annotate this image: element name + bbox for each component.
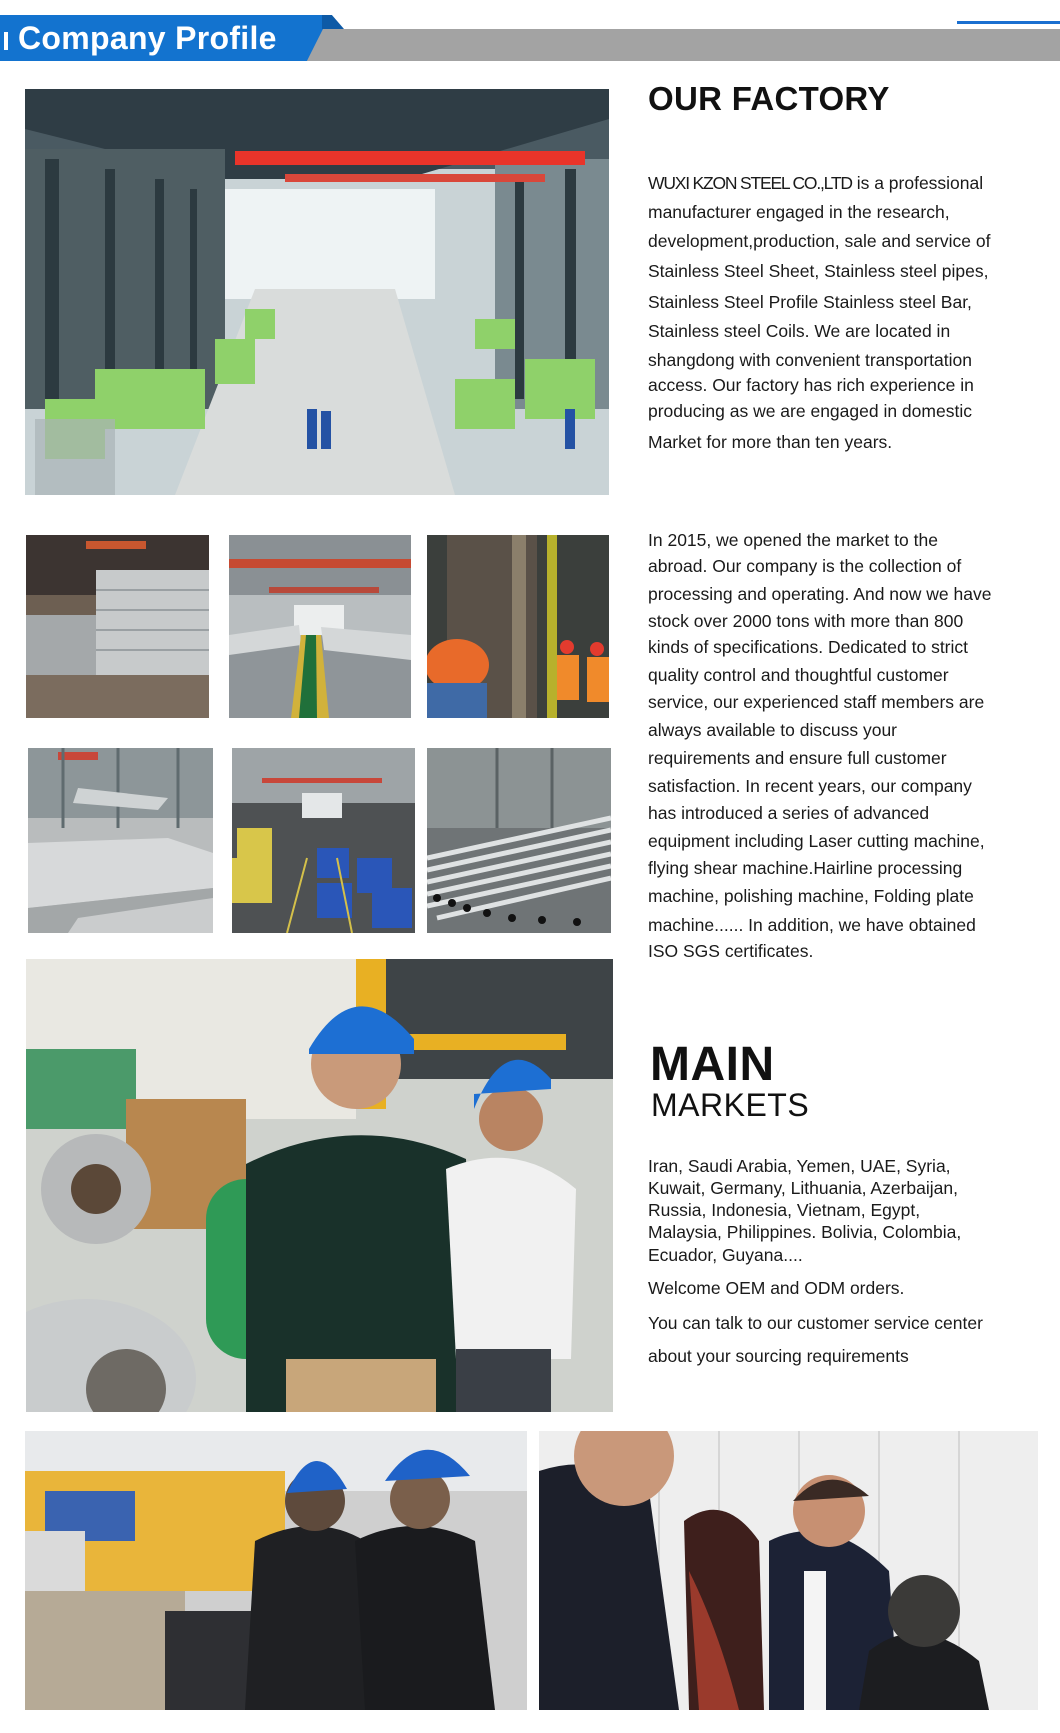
photo-steel-coils [232, 748, 415, 933]
history-line-12: equipment including Laser cutting machine, [648, 831, 985, 851]
factory-line-1: WUXI KZON STEEL CO.,LTD is a professional [648, 173, 984, 193]
countries-line-5: Ecuador, Guyana.... [648, 1245, 803, 1265]
history-line-5: kinds of specifications. Dedicated to strict [648, 637, 969, 657]
history-line-2: abroad. Our company is the collection of [648, 556, 962, 576]
factory-line-5: Stainless Steel Profile Stainless steel Bar, [648, 292, 972, 312]
history-line-15: machine...... In addition, we have obtained [648, 915, 976, 935]
photo-workers-machine [427, 535, 609, 718]
header-accent-rule [957, 21, 1060, 24]
history-line-6: quality control and thoughtful customer [648, 665, 949, 685]
countries-line-2: Kuwait, Germany, Lithuania, Azerbaijan, [648, 1178, 958, 1198]
history-line-8: always available to discuss your [648, 720, 898, 740]
history-line-13: flying shear machine.Hairline processing [648, 858, 963, 878]
countries-line-4: Malaysia, Philippines. Bolivia, Colombia, [648, 1222, 962, 1242]
company-name: WUXI KZON STEEL CO.,LTD [648, 173, 852, 193]
photo-factory-floor [25, 89, 609, 495]
history-line-3: processing and operating. And now we have [648, 584, 992, 604]
heading-our-factory: OUR FACTORY [648, 80, 890, 117]
page-title [4, 18, 277, 58]
history-line-1: In 2015, we opened the market to the [648, 530, 938, 550]
title-bar-icon [4, 32, 8, 50]
history-line-16: ISO SGS certificates. [648, 941, 814, 961]
factory-line-3: development,production, sale and service of [648, 231, 991, 251]
oem-line: Welcome OEM and ODM orders. [648, 1278, 905, 1298]
header-banner-fold [322, 15, 344, 29]
photo-steel-pipes [427, 748, 611, 933]
photo-steel-sheets-warehouse [229, 535, 411, 718]
factory-line-4: Stainless Steel Sheet, Stainless steel pipes, [648, 261, 989, 281]
photo-steel-profiles [26, 535, 209, 718]
factory-line-7: shangdong with convenient transportation [648, 350, 972, 370]
photo-customers-visit [26, 959, 613, 1412]
factory-line-6: Stainless steel Coils. We are located in [648, 321, 951, 341]
countries-line-3: Russia, Indonesia, Vietnam, Egypt, [648, 1200, 921, 1220]
countries-line-1: Iran, Saudi Arabia, Yemen, UAE, Syria, [648, 1156, 951, 1176]
photo-customers-meeting [539, 1431, 1038, 1710]
history-line-10: satisfaction. In recent years, our company [648, 776, 972, 796]
photo-customers-machine [25, 1431, 527, 1710]
history-line-4: stock over 2000 tons with more than 800 [648, 611, 964, 631]
heading-markets: MARKETS [651, 1087, 810, 1123]
history-line-14: machine, polishing machine, Folding plate [648, 886, 974, 906]
page-title-text: Company Profile [18, 20, 277, 56]
header-gray-band [300, 29, 1060, 61]
heading-main: MAIN [650, 1038, 775, 1091]
factory-line-8: access. Our factory has rich experience in [648, 375, 974, 395]
history-line-11: has introduced a series of advanced [648, 803, 930, 823]
factory-line-9: producing as we are engaged in domestic [648, 401, 972, 421]
factory-line-2: manufacturer engaged in the research, [648, 202, 950, 222]
photo-steel-plates [28, 748, 213, 933]
history-line-9: requirements and ensure full customer [648, 748, 947, 768]
history-line-7: service, our experienced staff members are [648, 692, 985, 712]
contact-line-1: You can talk to our customer service center [648, 1313, 983, 1333]
contact-line-2: about your sourcing requirements [648, 1346, 909, 1366]
factory-line-10: Market for more than ten years. [648, 432, 893, 452]
